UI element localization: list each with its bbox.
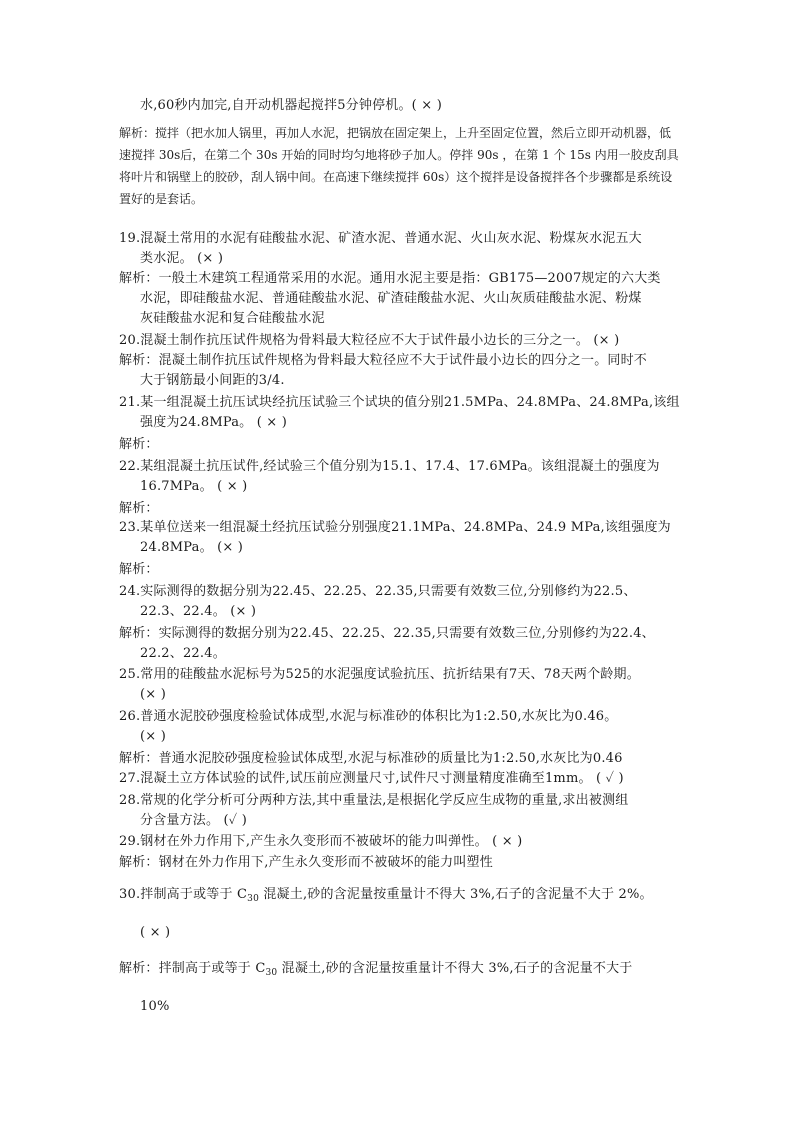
analysis-text: 速搅拌 30s后，在第二个 30s 开始的同时均匀地将砂子加人。停拌 90s ，在第 1 个 15s 内用一胶皮刮具 <box>119 148 679 162</box>
question-30 <box>119 886 653 908</box>
analysis-24: 解析：实际测得的数据分别为22.45、22.25、22.35,只需要有效数三位,分别修约为22.4、 <box>119 626 655 641</box>
question-20: 20.混凝土制作抗压试件规格为骨料最大粒径应不大于试件最小边长的三分之一。 (× ) <box>119 333 620 348</box>
question-text: 水,60秒内加完,自开动机器起搅拌5分钟停机。( × ) <box>140 98 442 113</box>
analysis-30-text: 混凝土,砂的含泥量按重量计不得大 3%,石子的含泥量不大于 <box>277 961 633 976</box>
analysis-30-cont: 10% <box>140 999 170 1014</box>
question-26: 26.普通水泥胶砂强度检验试体成型,水泥与标准砂的体积比为1:2.50,水灰比为0.46。 <box>119 709 618 724</box>
question-28: 28.常规的化学分析可分两种方法,其中重量法,是根据化学反应生成物的重量,求出被测组 <box>119 793 629 808</box>
question-26-cont: (× ) <box>140 729 166 744</box>
question-30-text: 30.拌制高于或等于 C <box>119 887 248 902</box>
analysis-text: 置好的是套话。 <box>119 192 204 206</box>
analysis-21: 解析： <box>119 437 159 452</box>
question-25: 25.常用的硅酸盐水泥标号为525的水泥强度试验抗压、抗折结果有7天、78天两个龄期。 <box>119 667 640 682</box>
question-24: 24.实际测得的数据分别为22.45、22.25、22.35,只需要有效数三位,分别修约为22.5、 <box>119 584 637 599</box>
analysis-20-cont: 大于钢筋最小间距的3/4. <box>140 373 285 388</box>
analysis-text: 解析：搅拌（把水加人锅里，再加人水泥，把锅放在固定架上，上升至固定位置，然后立即开动机器，低 <box>119 126 672 140</box>
analysis-19: 解析：一般土木建筑工程通常采用的水泥。通用水泥主要是指：GB175—2007规定的六大类 <box>119 271 661 286</box>
question-27: 27.混凝土立方体试验的试件,试压前应测量尺寸,试件尺寸测量精度准确至1mm。 ( ✓ ) <box>119 771 624 786</box>
analysis-26: 解析：普通水泥胶砂强度检验试体成型,水泥与标准砂的质量比为1:2.50,水灰比为0.46 <box>119 751 623 766</box>
question-30-text: 混凝土,砂的含泥量按重量计不得大 3%,石子的含泥量不大于 2%。 <box>259 887 653 902</box>
analysis-23: 解析： <box>119 562 159 577</box>
question-21: 21.某一组混凝土抗压试块经抗压试验三个试块的值分别21.5MPa、24.8MPa、24.8MPa,该组 <box>119 395 680 410</box>
analysis-22: 解析： <box>119 501 159 516</box>
question-19: 19.混凝土常用的水泥有硅酸盐水泥、矿渣水泥、普通水泥、火山灰水泥、粉煤灰水泥五大 <box>119 231 642 246</box>
analysis-19-cont: 水泥，即硅酸盐水泥、普通硅酸盐水泥、矿渣硅酸盐水泥、火山灰质硅酸盐水泥、粉煤 <box>140 291 642 306</box>
question-30-cont: ( × ) <box>140 925 171 940</box>
question-28-cont: 分含量方法。 (✓ ) <box>140 813 247 828</box>
question-23-cont: 24.8MPa。 (× ) <box>140 540 244 555</box>
analysis-20: 解析：混凝土制作抗压试件规格为骨料最大粒径应不大于试件最小边长的四分之一。同时不 <box>119 353 648 368</box>
analysis-19-cont: 灰硅酸盐水泥和复合硅酸盐水泥 <box>140 311 325 326</box>
question-25-cont: (× ) <box>140 687 166 702</box>
analysis-29: 解析：钢材在外力作用下,产生永久变形而不被破坏的能力叫塑性 <box>119 855 493 870</box>
question-22-cont: 16.7MPa。 ( × ) <box>140 479 248 494</box>
analysis-24-cont: 22.2、22.4。 <box>140 646 226 661</box>
question-21-cont: 强度为24.8MPa。 ( × ) <box>140 415 288 430</box>
question-29: 29.钢材在外力作用下,产生永久变形而不被破坏的能力叫弹性。 ( × ) <box>119 834 523 849</box>
analysis-30 <box>119 960 633 982</box>
question-22: 22.某组混凝土抗压试件,经试验三个值分别为15.1、17.4、17.6MPa。该组混凝土的强度为 <box>119 459 660 474</box>
analysis-30-text: 解析：拌制高于或等于 C <box>119 961 266 976</box>
grade-subscript: 30 <box>247 894 260 904</box>
grade-subscript: 30 <box>265 968 278 978</box>
question-23: 23.某单位送来一组混凝土经抗压试验分别强度21.1MPa、24.8MPa、24.9 MPa,该组强度为 <box>119 520 671 535</box>
analysis-text: 将叶片和锅壁上的胶砂，刮人锅中间。在高速下继续搅拌 60s）这个搅拌是设备搅拌各个步骤都是系统设 <box>119 170 673 184</box>
question-19-cont: 类水泥。 (× ) <box>140 251 224 266</box>
question-24-cont: 22.3、22.4。 (× ) <box>140 604 257 619</box>
